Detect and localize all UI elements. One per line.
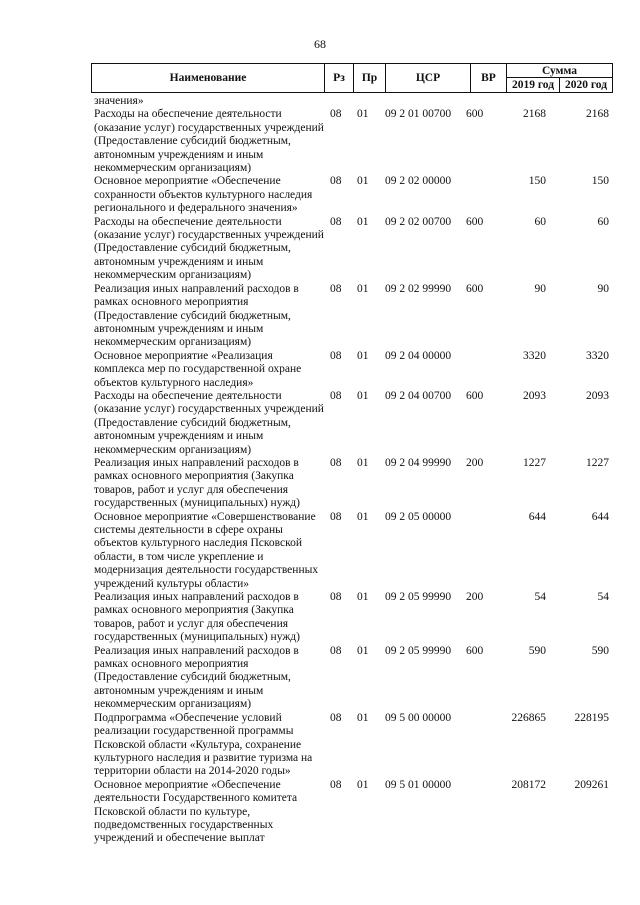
row-name: Основное мероприятие «Обеспечение деятельности Государственного комитета Псковской области по культуре, подведомственных государственных учреждений и обеспечение выплат <box>94 778 298 845</box>
row-rz: 08 <box>330 175 342 188</box>
row-2020: 54 <box>597 591 609 604</box>
header-sum: Сумма <box>507 64 612 78</box>
row-vr: 200 <box>466 456 484 469</box>
row-2019: 2093 <box>523 389 546 402</box>
header-2019: 2019 год <box>507 78 560 92</box>
row-pr: 01 <box>357 175 369 188</box>
row-2019: 2168 <box>523 108 546 121</box>
header-2020: 2020 год <box>564 79 608 91</box>
table-row <box>0 779 640 846</box>
table-row <box>0 108 640 175</box>
row-rz: 08 <box>330 510 342 523</box>
row-rz: 08 <box>330 778 342 791</box>
row-pr: 01 <box>357 591 369 604</box>
row-2020: 3320 <box>586 349 609 362</box>
row-vr: 600 <box>466 389 484 402</box>
row-csr: 09 2 02 00700 <box>385 215 452 228</box>
row-2019: 1227 <box>523 456 546 469</box>
row-pr: 01 <box>357 711 369 724</box>
row-name: Основное мероприятие «Реализация комплекса мер по государственной охране объектов культурного наследия» <box>94 349 302 389</box>
table-row <box>0 350 640 390</box>
row-name: Основное мероприятие «Совершенствование системы деятельности в сфере охраны объектов культурного наследия Псковской области, в том числе укрепление и модернизация деятельности государственных учреждений культуры области» <box>94 510 319 590</box>
row-name: значения» <box>94 95 144 107</box>
row-csr: 09 5 01 00000 <box>385 778 452 791</box>
row-vr: 600 <box>466 108 484 121</box>
row-csr: 09 2 05 99990 <box>385 591 452 604</box>
row-csr: 09 2 01 00700 <box>385 108 452 121</box>
row-2019: 60 <box>534 215 546 228</box>
table-row <box>0 591 640 645</box>
row-name: Реализация иных направлений расходов в рамках основного мероприятия (Закупка товаров, работ и услуг для обеспечения государственных (муниципальных) нужд) <box>94 591 300 644</box>
row-rz: 08 <box>330 711 342 724</box>
row-2019: 150 <box>528 175 546 188</box>
header-pr: Пр <box>354 64 386 92</box>
header-name: Наименование <box>92 64 325 92</box>
header-csr: ЦСР <box>386 64 471 92</box>
row-csr: 09 2 04 00700 <box>385 389 452 402</box>
table-row <box>0 390 640 457</box>
row-pr: 01 <box>357 510 369 523</box>
row-2020: 60 <box>597 215 609 228</box>
page-number: 68 <box>314 37 326 51</box>
row-rz: 08 <box>330 349 342 362</box>
row-vr: 200 <box>466 591 484 604</box>
table-row <box>0 175 640 215</box>
row-2019: 226865 <box>511 711 546 724</box>
row-rz: 08 <box>330 591 342 604</box>
row-2020: 1227 <box>586 456 609 469</box>
row-2020: 90 <box>597 282 609 295</box>
row-2019: 644 <box>528 510 546 523</box>
row-vr: 600 <box>466 644 484 657</box>
row-2020: 209261 <box>574 778 609 791</box>
row-pr: 01 <box>357 215 369 228</box>
row-pr: 01 <box>357 389 369 402</box>
table-body <box>0 95 640 846</box>
row-name: Расходы на обеспечение деятельности (оказание услуг) государственных учреждений (Предоставление субсидий бюджетным, автономным учреждениям и иным некоммерческим организациям) <box>94 389 324 456</box>
row-2019: 3320 <box>523 349 546 362</box>
row-name: Основное мероприятие «Обеспечение сохранности объектов культурного наследия регионального и федерального значения» <box>94 175 313 215</box>
row-csr: 09 2 05 99990 <box>385 644 452 657</box>
row-2020: 644 <box>591 510 609 523</box>
row-2019: 208172 <box>511 778 546 791</box>
row-name: Реализация иных направлений расходов в рамках основного мероприятия (Предоставление субсидий бюджетным, автономным учреждениям и иным некоммерческим организациям) <box>94 644 299 711</box>
row-pr: 01 <box>357 456 369 469</box>
row-name: Реализация иных направлений расходов в рамках основного мероприятия (Закупка товаров, работ и услуг для обеспечения государственных (муниципальных) нужд) <box>94 456 300 510</box>
row-pr: 01 <box>357 282 369 295</box>
row-name: Реализация иных направлений расходов в рамках основного мероприятия (Предоставление субсидий бюджетным, автономным учреждениям и иным некоммерческим организациям) <box>94 282 299 349</box>
row-2019: 590 <box>528 644 546 657</box>
row-rz: 08 <box>330 456 342 469</box>
row-name: Подпрограмма «Обеспечение условий реализации государственной программы Псковской области «Культура, сохранение культурного наследия и развитие туризма на территории области на 2014-2020 годы» <box>94 711 313 778</box>
row-2020: 228195 <box>574 711 609 724</box>
table-row <box>0 712 640 779</box>
table-header <box>91 63 613 93</box>
table-row <box>0 511 640 591</box>
row-pr: 01 <box>357 349 369 362</box>
row-rz: 08 <box>330 644 342 657</box>
row-2019: 90 <box>534 282 546 295</box>
table-row <box>0 283 640 350</box>
header-vr: ВР <box>471 64 507 92</box>
table-row <box>0 95 640 108</box>
table-row <box>0 457 640 511</box>
row-rz: 08 <box>330 108 342 121</box>
row-vr: 600 <box>466 282 484 295</box>
row-name: Расходы на обеспечение деятельности (оказание услуг) государственных учреждений (Предоставление субсидий бюджетным, автономным учреждениям и иным некоммерческим организациям) <box>94 215 324 282</box>
row-rz: 08 <box>330 389 342 402</box>
row-rz: 08 <box>330 282 342 295</box>
table-row <box>0 645 640 712</box>
table-row <box>0 216 640 283</box>
row-pr: 01 <box>357 778 369 791</box>
row-csr: 09 5 00 00000 <box>385 711 452 724</box>
row-2020: 590 <box>591 644 609 657</box>
row-2020: 2093 <box>586 389 609 402</box>
row-csr: 09 2 02 00000 <box>385 175 452 188</box>
row-name: Расходы на обеспечение деятельности (оказание услуг) государственных учреждений (Предоставление субсидий бюджетным, автономным учреждениям и иным некоммерческим организациям) <box>94 108 324 175</box>
row-vr: 600 <box>466 215 484 228</box>
row-2019: 54 <box>534 591 546 604</box>
row-csr: 09 2 05 00000 <box>385 510 452 523</box>
row-pr: 01 <box>357 644 369 657</box>
row-pr: 01 <box>357 108 369 121</box>
row-2020: 150 <box>591 175 609 188</box>
row-csr: 09 2 04 99990 <box>385 456 452 469</box>
row-csr: 09 2 02 99990 <box>385 282 452 295</box>
row-rz: 08 <box>330 215 342 228</box>
header-rz: Рз <box>325 64 354 92</box>
row-2020: 2168 <box>586 108 609 121</box>
row-csr: 09 2 04 00000 <box>385 349 452 362</box>
